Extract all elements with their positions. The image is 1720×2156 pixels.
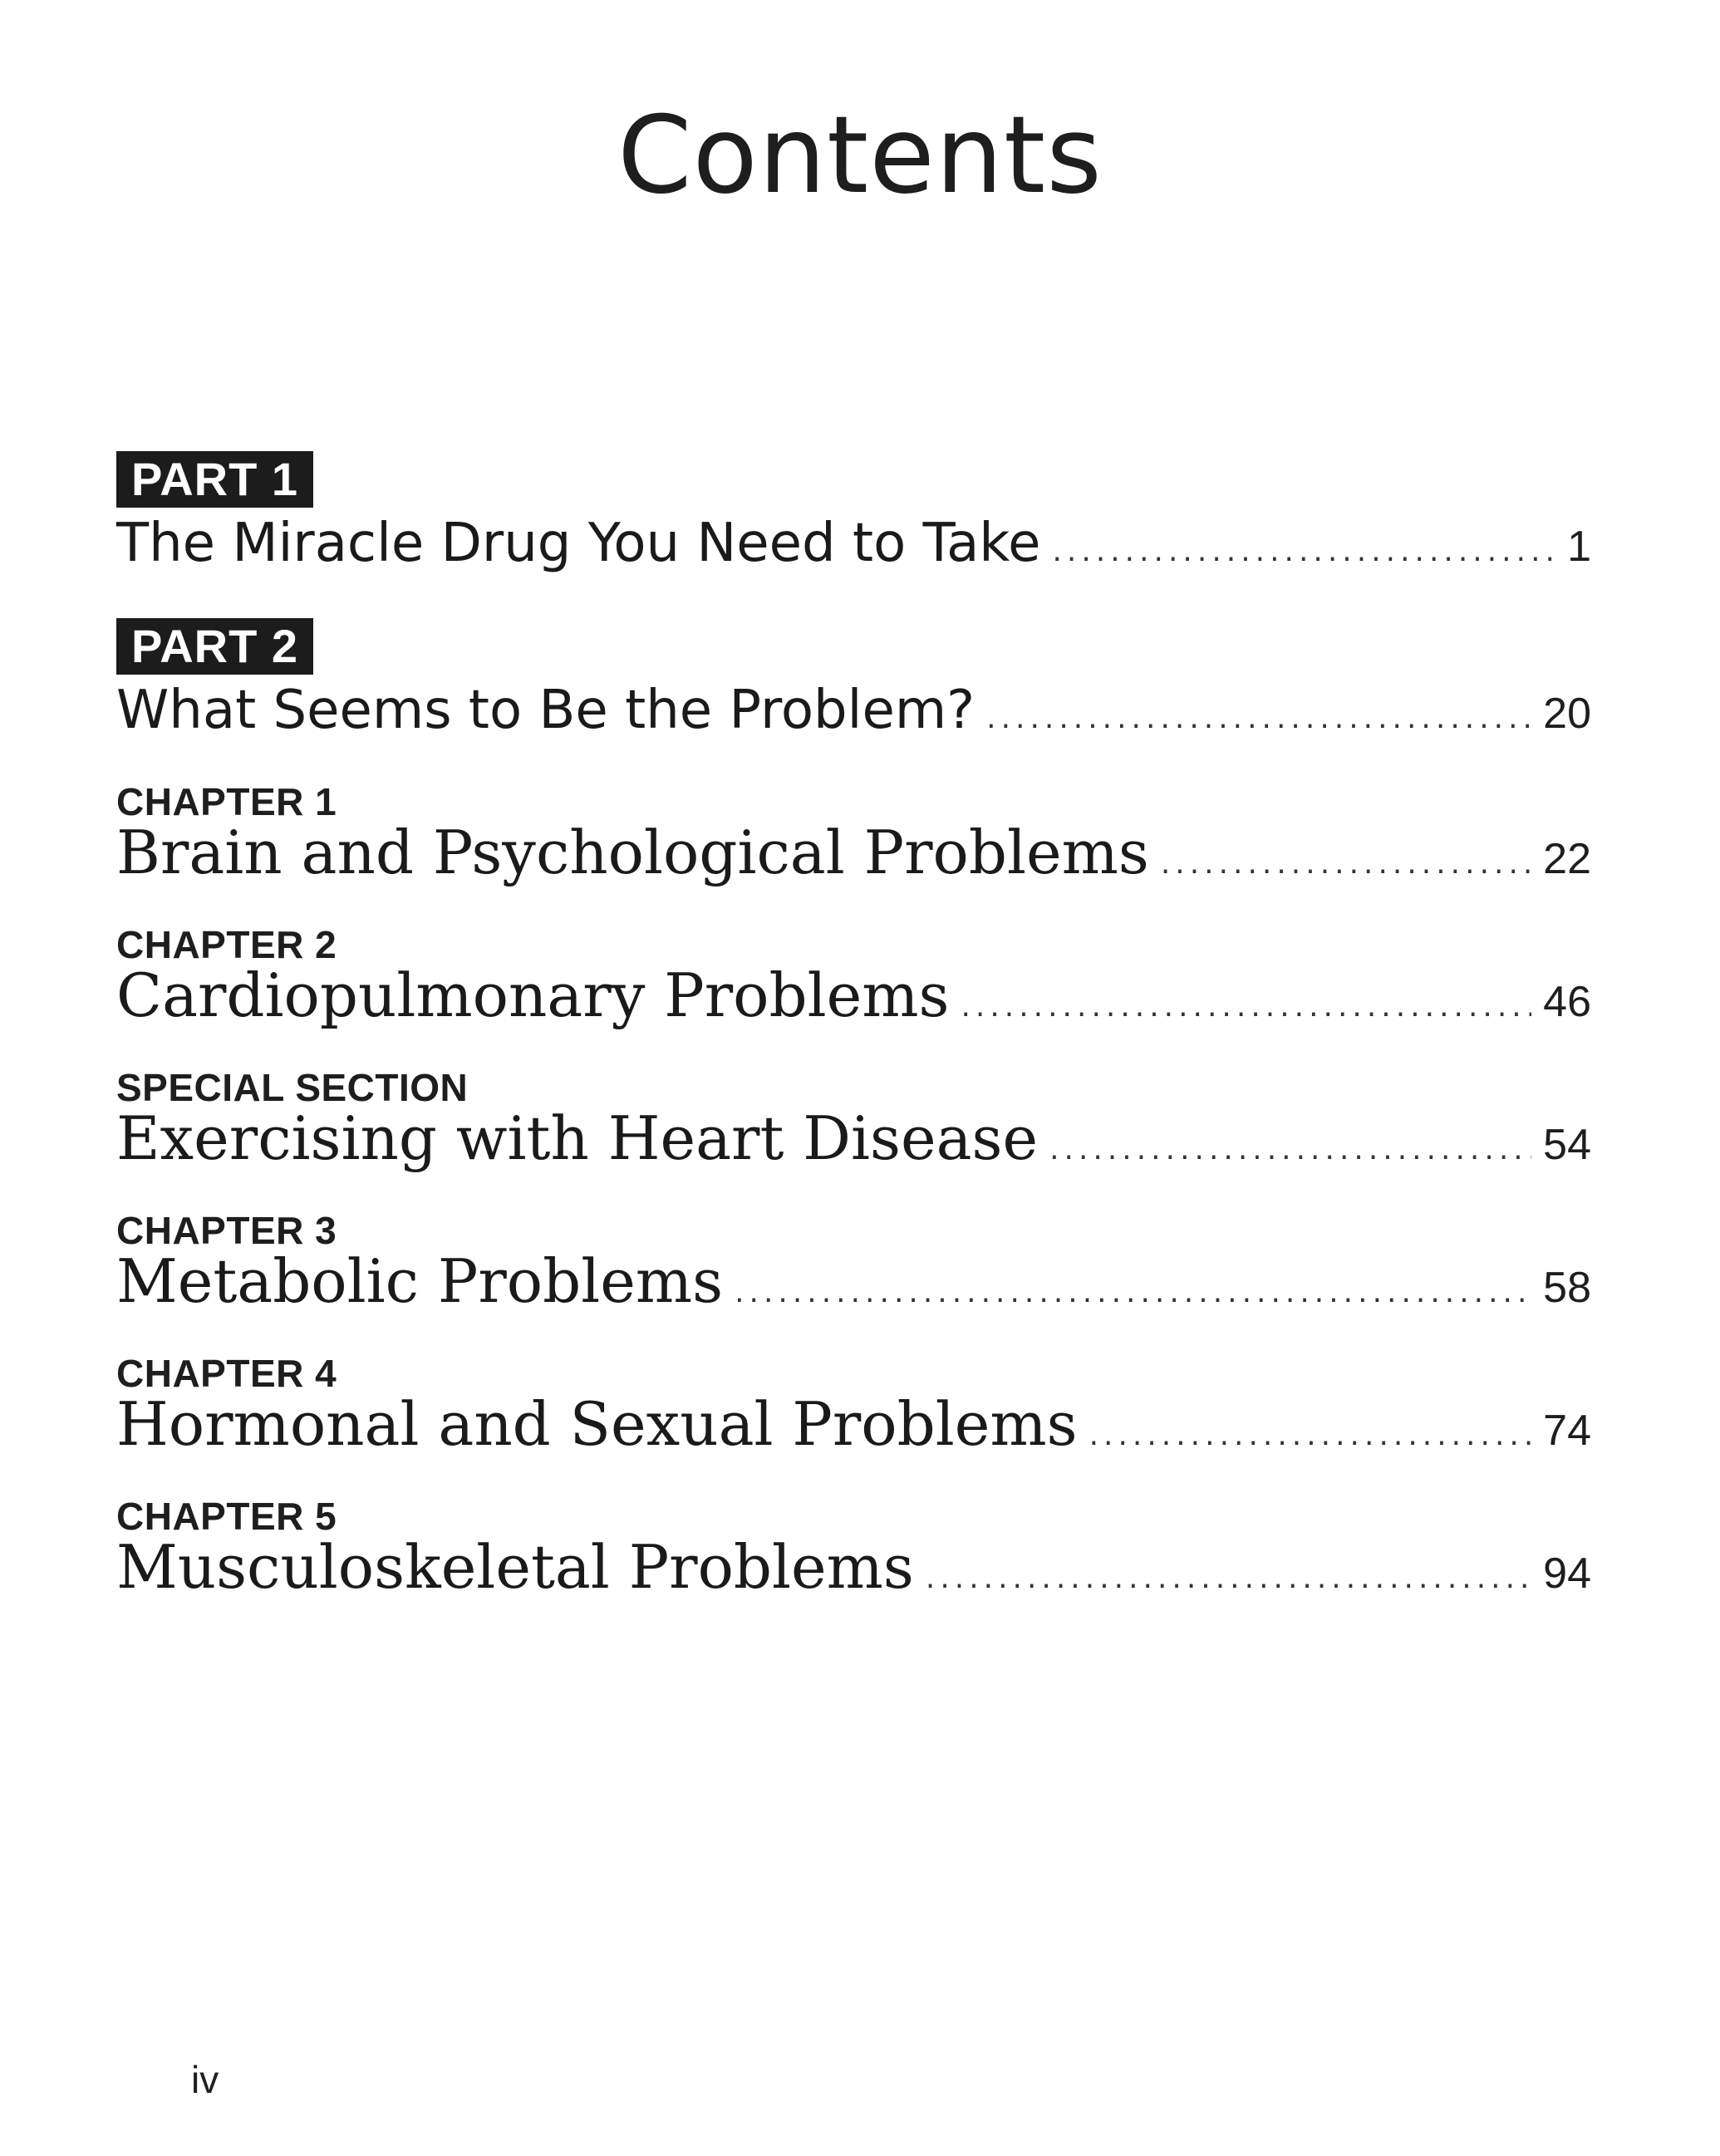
toc-entry-title: The Miracle Drug You Need to Take	[116, 513, 1041, 574]
toc-entry-chapter-2[interactable]	[116, 959, 1591, 1037]
toc-entry-part-2[interactable]	[116, 675, 1591, 749]
toc-entry-chapter-5[interactable]	[116, 1530, 1591, 1608]
toc-entry-page: 58	[1543, 1264, 1591, 1312]
toc-entry-special-section[interactable]	[116, 1102, 1591, 1180]
toc-entry-page: 20	[1543, 690, 1591, 738]
toc-entry-page: 74	[1543, 1407, 1591, 1455]
dot-leader	[735, 1275, 1531, 1309]
page-number: iv	[191, 2058, 219, 2101]
dot-leader	[1089, 1418, 1532, 1452]
dot-leader	[961, 990, 1531, 1024]
chapter-label: CHAPTER 4	[116, 1352, 337, 1395]
dot-leader	[1049, 1132, 1531, 1166]
toc-entry-page: 54	[1543, 1121, 1591, 1169]
chapter-label: CHAPTER 2	[116, 923, 337, 966]
toc-entry-page: 46	[1543, 978, 1591, 1026]
page-title: Contents	[617, 94, 1103, 218]
toc-entry-chapter-4[interactable]	[116, 1387, 1591, 1466]
part-badge: PART 2	[116, 618, 313, 675]
toc-entry-title: Exercising with Heart Disease	[116, 1103, 1039, 1173]
section-label: SPECIAL SECTION	[116, 1066, 469, 1109]
dot-leader	[1161, 847, 1531, 881]
dot-leader	[926, 1561, 1531, 1595]
chapter-label: CHAPTER 1	[116, 780, 337, 823]
dot-leader	[986, 701, 1531, 735]
toc-entry-title: Musculoskeletal Problems	[116, 1532, 914, 1602]
chapter-label: CHAPTER 3	[116, 1209, 337, 1252]
chapter-label: CHAPTER 5	[116, 1495, 337, 1538]
toc-entry-page: 22	[1543, 835, 1591, 883]
toc-entry-part-1[interactable]	[116, 508, 1591, 582]
toc-entry-title: Cardiopulmonary Problems	[116, 960, 950, 1030]
toc-entry-chapter-3[interactable]	[116, 1245, 1591, 1323]
toc-entry-page: 1	[1567, 523, 1591, 571]
part-badge: PART 1	[116, 451, 313, 508]
toc-entry-title: Brain and Psychological Problems	[116, 818, 1149, 887]
dot-leader	[1052, 534, 1555, 568]
toc-entry-title: Hormonal and Sexual Problems	[116, 1389, 1078, 1459]
toc-entry-page: 94	[1543, 1549, 1591, 1598]
toc-entry-title: What Seems to Be the Problem?	[116, 680, 975, 741]
toc-entry-chapter-1[interactable]	[116, 816, 1591, 894]
toc-entry-title: Metabolic Problems	[116, 1246, 724, 1316]
